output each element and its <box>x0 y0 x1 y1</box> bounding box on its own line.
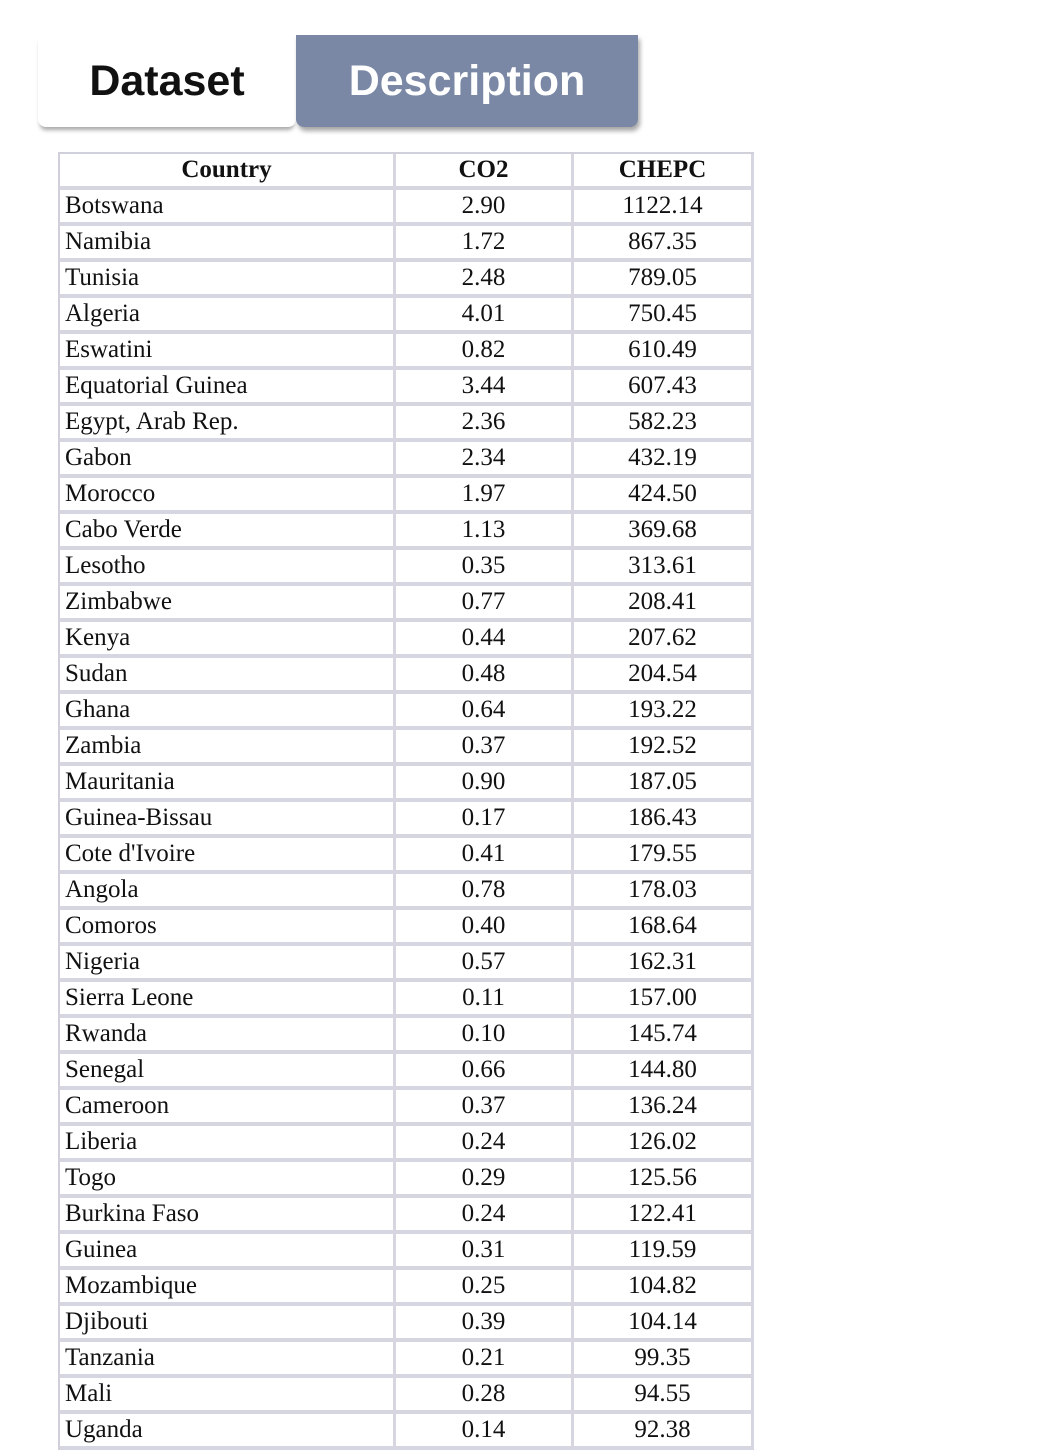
chepc-cell: 145.74 <box>574 1018 754 1054</box>
chepc-cell: 119.59 <box>574 1234 754 1270</box>
table-row <box>60 1162 754 1198</box>
table-row <box>60 874 754 910</box>
table-row <box>60 1414 754 1450</box>
chepc-cell: 99.35 <box>574 1342 754 1378</box>
table-row <box>60 1054 754 1090</box>
table-row <box>60 1342 754 1378</box>
country-cell: Cameroon <box>60 1090 396 1126</box>
co2-cell: 0.35 <box>396 550 574 586</box>
column-header-chepc[interactable]: CHEPC <box>574 154 754 190</box>
country-cell: Tunisia <box>60 262 396 298</box>
country-cell: Eswatini <box>60 334 396 370</box>
chepc-cell: 168.64 <box>574 910 754 946</box>
country-cell: Mozambique <box>60 1270 396 1306</box>
chepc-cell: 369.68 <box>574 514 754 550</box>
chepc-cell: 1122.14 <box>574 190 754 226</box>
co2-cell: 0.29 <box>396 1162 574 1198</box>
co2-cell: 1.13 <box>396 514 574 550</box>
chepc-cell: 610.49 <box>574 334 754 370</box>
co2-cell: 0.17 <box>396 802 574 838</box>
country-cell: Djibouti <box>60 1306 396 1342</box>
table-row <box>60 334 754 370</box>
table-row <box>60 946 754 982</box>
chepc-cell: 313.61 <box>574 550 754 586</box>
co2-cell: 0.10 <box>396 1018 574 1054</box>
co2-cell: 4.01 <box>396 298 574 334</box>
country-cell: Comoros <box>60 910 396 946</box>
country-cell: Cabo Verde <box>60 514 396 550</box>
co2-cell: 2.48 <box>396 262 574 298</box>
co2-cell: 0.78 <box>396 874 574 910</box>
co2-cell: 0.25 <box>396 1270 574 1306</box>
tab-dataset[interactable]: Dataset <box>38 35 296 127</box>
tab-description[interactable]: Description <box>296 35 638 127</box>
country-cell: Angola <box>60 874 396 910</box>
table-row <box>60 802 754 838</box>
co2-cell: 0.48 <box>396 658 574 694</box>
country-cell: Cote d'Ivoire <box>60 838 396 874</box>
table-row <box>60 586 754 622</box>
country-cell: Sierra Leone <box>60 982 396 1018</box>
data-table <box>58 152 754 1450</box>
table-row <box>60 658 754 694</box>
country-cell: Rwanda <box>60 1018 396 1054</box>
table-body <box>60 190 754 1450</box>
country-cell: Togo <box>60 1162 396 1198</box>
table-row <box>60 982 754 1018</box>
co2-cell: 0.11 <box>396 982 574 1018</box>
chepc-cell: 867.35 <box>574 226 754 262</box>
table-row <box>60 766 754 802</box>
co2-cell: 2.36 <box>396 406 574 442</box>
country-cell: Guinea-Bissau <box>60 802 396 838</box>
country-cell: Gabon <box>60 442 396 478</box>
country-cell: Kenya <box>60 622 396 658</box>
co2-cell: 0.37 <box>396 730 574 766</box>
country-cell: Mali <box>60 1378 396 1414</box>
table-row <box>60 1018 754 1054</box>
table-row <box>60 550 754 586</box>
chepc-cell: 179.55 <box>574 838 754 874</box>
co2-cell: 0.21 <box>396 1342 574 1378</box>
table-row <box>60 1306 754 1342</box>
table-row <box>60 622 754 658</box>
co2-cell: 0.24 <box>396 1126 574 1162</box>
table-header <box>60 154 754 190</box>
co2-cell: 0.64 <box>396 694 574 730</box>
co2-cell: 0.57 <box>396 946 574 982</box>
chepc-cell: 104.82 <box>574 1270 754 1306</box>
chepc-cell: 144.80 <box>574 1054 754 1090</box>
country-cell: Guinea <box>60 1234 396 1270</box>
country-cell: Mauritania <box>60 766 396 802</box>
column-header-co2[interactable]: CO2 <box>396 154 574 190</box>
country-cell: Zimbabwe <box>60 586 396 622</box>
chepc-cell: 424.50 <box>574 478 754 514</box>
country-cell: Morocco <box>60 478 396 514</box>
co2-cell: 0.24 <box>396 1198 574 1234</box>
chepc-cell: 136.24 <box>574 1090 754 1126</box>
country-cell: Ghana <box>60 694 396 730</box>
table-row <box>60 1378 754 1414</box>
table-row <box>60 910 754 946</box>
country-cell: Burkina Faso <box>60 1198 396 1234</box>
country-cell: Egypt, Arab Rep. <box>60 406 396 442</box>
country-cell: Sudan <box>60 658 396 694</box>
country-cell: Nigeria <box>60 946 396 982</box>
chepc-cell: 582.23 <box>574 406 754 442</box>
table-row <box>60 1270 754 1306</box>
co2-cell: 1.72 <box>396 226 574 262</box>
co2-cell: 2.34 <box>396 442 574 478</box>
table-header-row <box>60 154 754 190</box>
table-row <box>60 190 754 226</box>
co2-cell: 0.77 <box>396 586 574 622</box>
co2-cell: 0.28 <box>396 1378 574 1414</box>
co2-cell: 3.44 <box>396 370 574 406</box>
co2-cell: 0.31 <box>396 1234 574 1270</box>
country-cell: Tanzania <box>60 1342 396 1378</box>
table-row <box>60 1126 754 1162</box>
co2-cell: 0.14 <box>396 1414 574 1450</box>
country-cell: Uganda <box>60 1414 396 1450</box>
chepc-cell: 157.00 <box>574 982 754 1018</box>
country-cell: Namibia <box>60 226 396 262</box>
table-row <box>60 478 754 514</box>
column-header-country[interactable]: Country <box>60 154 396 190</box>
country-cell: Senegal <box>60 1054 396 1090</box>
co2-cell: 0.90 <box>396 766 574 802</box>
country-cell: Algeria <box>60 298 396 334</box>
table-row <box>60 262 754 298</box>
country-cell: Zambia <box>60 730 396 766</box>
co2-cell: 1.97 <box>396 478 574 514</box>
table-row <box>60 370 754 406</box>
country-cell: Liberia <box>60 1126 396 1162</box>
chepc-cell: 162.31 <box>574 946 754 982</box>
table-row <box>60 442 754 478</box>
co2-cell: 0.66 <box>396 1054 574 1090</box>
chepc-cell: 207.62 <box>574 622 754 658</box>
table-row <box>60 694 754 730</box>
table-row <box>60 1234 754 1270</box>
country-cell: Equatorial Guinea <box>60 370 396 406</box>
co2-cell: 0.37 <box>396 1090 574 1126</box>
data-table-container <box>58 152 754 1450</box>
co2-cell: 0.39 <box>396 1306 574 1342</box>
chepc-cell: 178.03 <box>574 874 754 910</box>
chepc-cell: 193.22 <box>574 694 754 730</box>
co2-cell: 0.44 <box>396 622 574 658</box>
table-row <box>60 406 754 442</box>
table-row <box>60 514 754 550</box>
chepc-cell: 122.41 <box>574 1198 754 1234</box>
tab-bar <box>38 35 648 133</box>
table-row <box>60 298 754 334</box>
chepc-cell: 186.43 <box>574 802 754 838</box>
table-row <box>60 1198 754 1234</box>
chepc-cell: 125.56 <box>574 1162 754 1198</box>
table-row <box>60 838 754 874</box>
chepc-cell: 92.38 <box>574 1414 754 1450</box>
chepc-cell: 187.05 <box>574 766 754 802</box>
country-cell: Botswana <box>60 190 396 226</box>
table-row <box>60 1090 754 1126</box>
chepc-cell: 750.45 <box>574 298 754 334</box>
chepc-cell: 607.43 <box>574 370 754 406</box>
chepc-cell: 208.41 <box>574 586 754 622</box>
chepc-cell: 432.19 <box>574 442 754 478</box>
co2-cell: 0.41 <box>396 838 574 874</box>
co2-cell: 0.82 <box>396 334 574 370</box>
chepc-cell: 126.02 <box>574 1126 754 1162</box>
co2-cell: 2.90 <box>396 190 574 226</box>
chepc-cell: 204.54 <box>574 658 754 694</box>
table-row <box>60 730 754 766</box>
co2-cell: 0.40 <box>396 910 574 946</box>
country-cell: Lesotho <box>60 550 396 586</box>
chepc-cell: 789.05 <box>574 262 754 298</box>
chepc-cell: 94.55 <box>574 1378 754 1414</box>
chepc-cell: 104.14 <box>574 1306 754 1342</box>
chepc-cell: 192.52 <box>574 730 754 766</box>
table-row <box>60 226 754 262</box>
